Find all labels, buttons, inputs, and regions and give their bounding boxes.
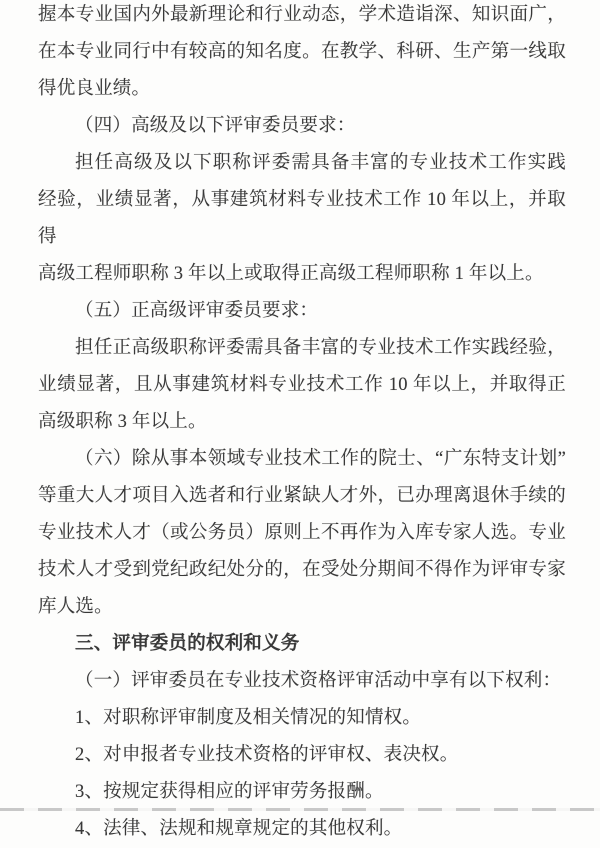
text-line: 得优良业绩。	[38, 79, 151, 99]
text-line: （五）正高级评审委员要求：	[75, 301, 319, 321]
scan-edge-artifact	[0, 808, 600, 811]
text-line: 等重大人才项目入选者和行业紧缺人才外，已办理离退休手续的	[38, 486, 566, 506]
text-line: 3、按规定获得相应的评审劳务报酬。	[75, 782, 384, 802]
text-line: 三、评审委员的权利和义务	[75, 634, 300, 654]
text-line: 担任正高级职称评委需具备丰富的专业技术工作实践经验，	[75, 338, 566, 358]
document-body	[38, 0, 566, 848]
text-line: （一）评审委员在专业技术资格评审活动中享有以下权利：	[75, 671, 562, 691]
text-line: 专业技术人才（或公务员）原则上不再作为入库专家人选。专业	[38, 523, 566, 543]
text-line: 高级工程师职称 3 年以上或取得正高级工程师职称 1 年以上。	[38, 264, 544, 284]
text-line: 高级职称 3 年以上。	[38, 412, 207, 432]
text-line: 4、法律、法规和规章规定的其他权利。	[75, 819, 403, 839]
text-line: 2、对申报者专业技术资格的评审权、表决权。	[75, 745, 459, 765]
text-line: 经验，业绩显著，从事建筑材料专业技术工作 10 年以上，并取得	[38, 190, 566, 247]
text-line: （六）除从事本领域专业技术工作的院士、“广东特支计划”	[75, 449, 566, 469]
text-line: 技术人才受到党纪政纪处分的，在受处分期间不得作为评审专家	[38, 560, 566, 580]
text-line: 库人选。	[38, 597, 113, 617]
text-line: 业绩显著，且从事建筑材料专业技术工作 10 年以上，并取得正	[38, 375, 566, 395]
text-line: 在本专业同行中有较高的知名度。在教学、科研、生产第一线取	[38, 42, 566, 62]
text-line: （四）高级及以下评审委员要求：	[75, 116, 356, 136]
text-line: 担任高级及以下职称评委需具备丰富的专业技术工作实践	[75, 153, 566, 173]
text-line: 1、对职称评审制度及相关情况的知情权。	[75, 708, 422, 728]
text-line: 握本专业国内外最新理论和行业动态，学术造诣深、知识面广，	[38, 5, 566, 25]
